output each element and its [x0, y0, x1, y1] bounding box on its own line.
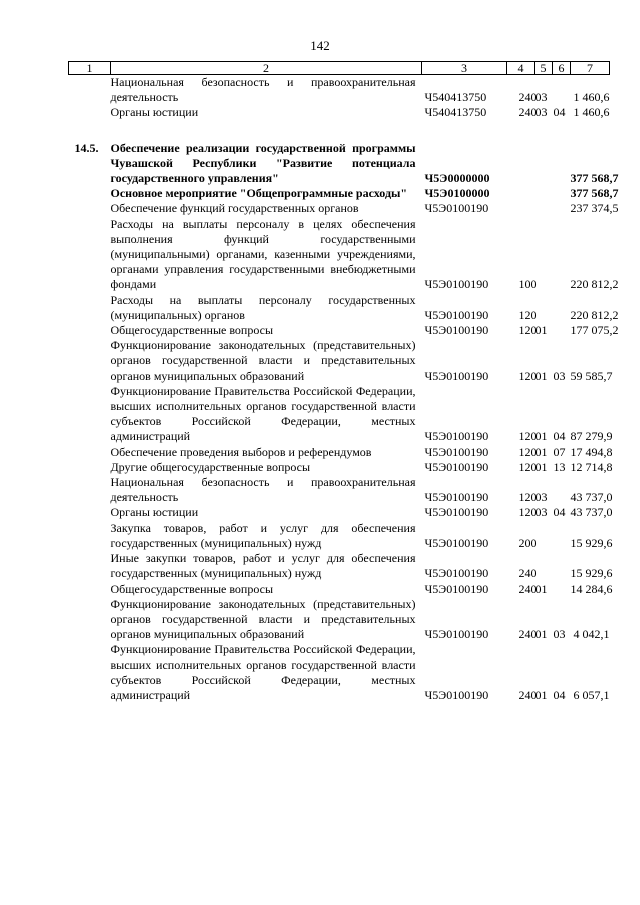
row-subsection — [553, 217, 571, 293]
row-subsection: 03 — [553, 627, 566, 642]
row-section: 01 — [535, 323, 548, 338]
row-expense-type: 120 — [518, 323, 537, 338]
row-subsection: 04 — [553, 105, 566, 120]
row-expense-type: 100 — [518, 277, 537, 292]
row-subsection: 04 — [553, 429, 566, 444]
row-number — [69, 75, 111, 106]
row-expense-type: 120 — [518, 429, 537, 444]
row-name: Иные закупки товаров, работ и услуг для обеспечения государственных (муниципальных) нужд — [110, 551, 416, 581]
row-expense-type: 120 — [518, 505, 537, 520]
row-number — [69, 521, 111, 551]
table-row — [69, 105, 610, 120]
row-code: Ч5Э0100190 — [424, 535, 489, 550]
row-subsection — [553, 551, 571, 581]
table-row — [69, 293, 610, 323]
row-code: Ч5Э0100190 — [424, 490, 489, 505]
row-amount: 43 737,0 — [570, 505, 613, 520]
row-name: Основное мероприятие "Общепрограммные расходы" — [110, 186, 408, 201]
spacer-cell — [69, 121, 610, 141]
row-section — [535, 141, 553, 187]
row-code: Ч5Э0100190 — [424, 505, 489, 520]
row-amount: 4 042,1 — [573, 627, 610, 642]
row-expense-type — [507, 141, 535, 187]
row-expense-type: 240 — [518, 566, 537, 581]
row-section — [535, 293, 553, 323]
row-subsection: 04 — [553, 505, 566, 520]
row-code: Ч5Э0100190 — [424, 581, 489, 596]
row-amount: 177 075,2 — [570, 323, 619, 338]
row-number — [69, 582, 111, 597]
row-code: Ч5Э0100190 — [424, 323, 489, 338]
row-section: 01 — [535, 444, 548, 459]
row-number: 14.5. — [74, 140, 99, 155]
row-number — [69, 186, 111, 201]
row-code: Ч5Э0100190 — [424, 277, 489, 292]
row-subsection: 04 — [553, 687, 566, 702]
table-row — [69, 384, 610, 445]
page-number: 142 — [310, 38, 330, 53]
row-code: Ч5Э0100190 — [424, 307, 489, 322]
row-expense-type: 120 — [518, 459, 537, 474]
row-expense-type: 240 — [518, 105, 537, 120]
row-code: Ч5Э0100190 — [424, 429, 489, 444]
row-number — [69, 384, 111, 445]
row-name: Органы юстиции — [110, 505, 199, 520]
row-amount: 59 585,7 — [570, 368, 613, 383]
row-code: Ч5Э0100190 — [424, 368, 489, 383]
row-section: 03 — [535, 90, 548, 105]
row-subsection — [553, 475, 571, 505]
row-code: Ч5Э0100190 — [424, 627, 489, 642]
row-expense-type — [507, 186, 535, 201]
row-expense-type: 120 — [518, 368, 537, 383]
header-col-3: 3 — [422, 62, 507, 75]
row-name: Общегосударственные вопросы — [110, 581, 274, 596]
row-number — [69, 323, 111, 338]
row-expense-type: 240 — [518, 687, 537, 702]
row-subsection — [553, 323, 571, 338]
row-amount: 1 460,6 — [573, 105, 610, 120]
row-number — [69, 460, 111, 475]
row-expense-type — [507, 201, 535, 216]
row-name: Национальная безопасность и правоохранительная деятельность — [110, 75, 416, 105]
row-code: Ч5Э0000000 — [424, 171, 490, 186]
row-name: Функционирование законодательных (представительных) органов государственной власти и представительных органов муниципальных образований — [110, 338, 416, 383]
row-amount: 43 737,0 — [570, 490, 613, 505]
row-amount: 12 714,8 — [570, 459, 613, 474]
row-number — [69, 597, 111, 643]
row-amount: 87 279,9 — [570, 429, 613, 444]
header-col-2: 2 — [111, 62, 422, 75]
row-section — [535, 186, 553, 201]
row-number — [69, 201, 111, 216]
row-section: 03 — [535, 105, 548, 120]
row-number — [69, 475, 111, 505]
row-expense-type: 120 — [518, 490, 537, 505]
table-row — [69, 582, 610, 597]
table-row — [69, 186, 610, 201]
row-amount: 15 929,6 — [570, 535, 613, 550]
row-section — [535, 521, 553, 551]
row-number — [69, 105, 111, 120]
header-col-5: 5 — [535, 62, 553, 75]
table-row — [69, 551, 610, 581]
table-row — [69, 75, 610, 106]
header-col-1: 1 — [69, 62, 111, 75]
row-expense-type: 200 — [518, 535, 537, 550]
table-row — [69, 338, 610, 384]
row-section — [535, 551, 553, 581]
table-row — [69, 460, 610, 475]
row-name: Закупка товаров, работ и услуг для обеспечения государственных (муниципальных) нужд — [110, 520, 416, 550]
row-amount: 377 568,7 — [570, 186, 619, 201]
table-row — [69, 201, 610, 216]
row-name: Обеспечение реализации государственной программы Чувашской Республики "Развитие потенциала государственного управления" — [110, 140, 416, 186]
row-subsection: 03 — [553, 368, 566, 383]
row-subsection: 07 — [553, 444, 566, 459]
row-code: Ч5Э0100190 — [424, 566, 489, 581]
row-section: 01 — [535, 687, 548, 702]
row-name: Функционирование Правительства Российской Федерации, высших исполнительных органов государственной власти субъектов Российской Федерации, местных администраций — [110, 383, 416, 444]
row-name: Функционирование Правительства Российской Федерации, высших исполнительных органов государственной власти субъектов Российской Федерации, местных администраций — [110, 642, 416, 702]
row-subsection — [553, 186, 571, 201]
row-amount: 14 284,6 — [570, 581, 613, 596]
row-name: Общегосударственные вопросы — [110, 323, 274, 338]
row-section: 03 — [535, 505, 548, 520]
row-section: 01 — [535, 429, 548, 444]
header-col-6: 6 — [553, 62, 571, 75]
row-number — [69, 217, 111, 293]
table-row — [69, 323, 610, 338]
row-subsection — [553, 75, 571, 106]
row-name: Расходы на выплаты персоналу в целях обеспечения выполнения функций государственными (муниципальными) органами, казенными учреждениями, органами управления государственными внебюджетными фондами — [110, 216, 416, 292]
row-code: Ч5Э0100190 — [424, 687, 489, 702]
row-amount: 237 374,5 — [570, 201, 619, 216]
table-row — [69, 505, 610, 520]
row-section — [535, 217, 553, 293]
row-name: Обеспечение проведения выборов и референдумов — [110, 444, 372, 459]
table-row — [69, 141, 610, 187]
row-section: 01 — [535, 459, 548, 474]
table-row — [69, 445, 610, 460]
table-header-row — [69, 62, 610, 75]
row-amount: 17 494,8 — [570, 444, 613, 459]
table-row — [69, 597, 610, 643]
row-section — [535, 201, 553, 216]
row-section: 01 — [535, 627, 548, 642]
row-code: Ч5Э0100000 — [424, 186, 490, 201]
row-number — [69, 338, 111, 384]
row-code: Ч5Э0100190 — [424, 444, 489, 459]
row-expense-type: 120 — [518, 307, 537, 322]
row-number — [69, 445, 111, 460]
table-row — [69, 217, 610, 293]
row-code: Ч540413750 — [424, 105, 487, 120]
row-amount: 1 460,6 — [573, 90, 610, 105]
row-section: 01 — [535, 368, 548, 383]
row-subsection — [553, 201, 571, 216]
row-code: Ч5Э0100190 — [424, 459, 489, 474]
row-name: Обеспечение функций государственных органов — [110, 201, 359, 216]
header-col-7: 7 — [571, 62, 610, 75]
row-expense-type: 120 — [518, 444, 537, 459]
row-name: Национальная безопасность и правоохранительная деятельность — [110, 475, 416, 505]
row-expense-type: 240 — [518, 90, 537, 105]
row-amount: 220 812,2 — [570, 277, 619, 292]
row-section: 03 — [535, 490, 548, 505]
row-name: Функционирование законодательных (представительных) органов государственной власти и представительных органов муниципальных образований — [110, 596, 416, 642]
table-row — [69, 475, 610, 505]
table-body — [69, 75, 619, 704]
row-section: 01 — [535, 581, 548, 596]
row-code: Ч540413750 — [424, 90, 487, 105]
table-row — [69, 521, 610, 551]
row-number — [69, 505, 111, 520]
row-number — [69, 293, 111, 323]
row-number — [69, 551, 111, 581]
row-subsection — [553, 582, 571, 597]
row-code: Ч5Э0100190 — [424, 201, 489, 216]
row-subsection — [553, 293, 571, 323]
row-name: Расходы на выплаты персоналу государственных (муниципальных) органов — [110, 292, 416, 322]
row-spacer — [69, 121, 610, 141]
row-name: Органы юстиции — [110, 105, 199, 120]
table-row — [69, 642, 610, 703]
row-amount: 220 812,2 — [570, 307, 619, 322]
row-subsection: 13 — [553, 459, 566, 474]
row-amount: 15 929,6 — [570, 566, 613, 581]
row-amount: 6 057,1 — [573, 687, 610, 702]
row-name: Другие общегосударственные вопросы — [110, 459, 311, 474]
row-amount: 377 568,7 — [570, 171, 619, 186]
budget-table — [68, 61, 619, 703]
row-number — [69, 642, 111, 703]
header-col-4: 4 — [507, 62, 535, 75]
row-subsection — [553, 521, 571, 551]
row-expense-type: 240 — [518, 581, 537, 596]
row-subsection — [553, 141, 571, 187]
row-expense-type: 240 — [518, 627, 537, 642]
